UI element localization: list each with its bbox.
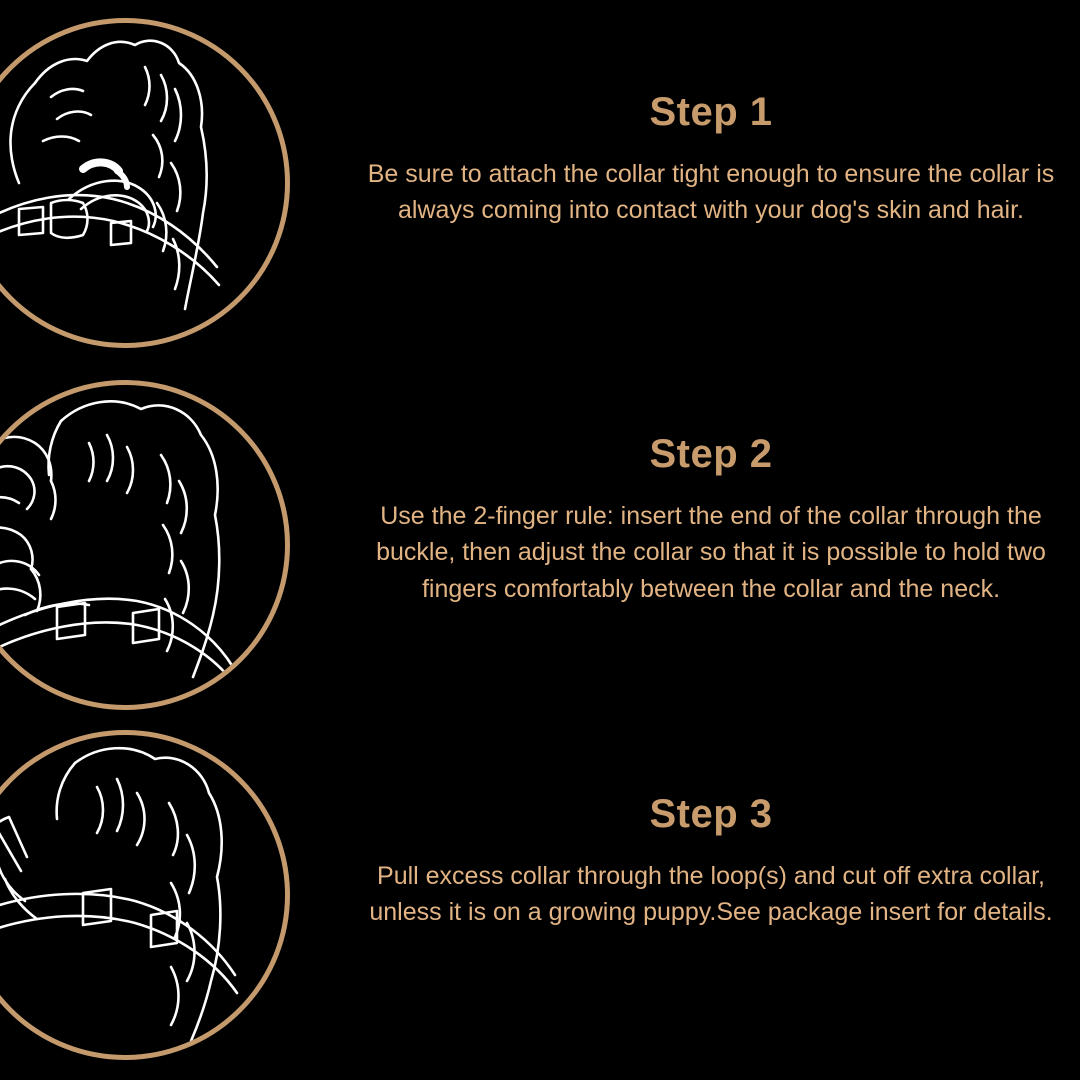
step-2-title: Step 2 xyxy=(649,432,773,476)
step-2-text-column xyxy=(350,380,1080,607)
step-3-illustration-wrap xyxy=(0,730,350,1060)
step-1-illustration-circle xyxy=(0,18,290,348)
step-2-body: Use the 2-finger rule: insert the end of the collar through the buckle, then adjust the collar so that it is possible to hold two fingers comfortably between the collar and the neck. xyxy=(376,502,1046,603)
step-3-row xyxy=(0,730,1080,1070)
step-3-illustration-circle xyxy=(0,730,290,1060)
step-2-illustration-circle xyxy=(0,380,290,710)
step-3-title: Step 3 xyxy=(649,792,773,836)
dog-head-with-collar-icon xyxy=(0,23,285,343)
step-1-row xyxy=(0,18,1080,358)
step-1-illustration-wrap xyxy=(0,18,350,348)
step-3-body: Pull excess collar through the loop(s) and cut off extra collar, unless it is on a growing puppy.See package insert for details. xyxy=(369,862,1053,927)
step-3-text-column xyxy=(350,730,1080,931)
scissors-cutting-collar-icon xyxy=(0,735,285,1055)
step-2-row xyxy=(0,380,1080,720)
step-1-body: Be sure to attach the collar tight enough to ensure the collar is always coming into contact with your dog's skin and hair. xyxy=(367,160,1055,225)
step-2-illustration-wrap xyxy=(0,380,350,710)
step-1-title: Step 1 xyxy=(649,90,773,134)
step-1-text-column xyxy=(350,18,1080,229)
hand-two-fingers-under-collar-icon xyxy=(0,385,285,705)
